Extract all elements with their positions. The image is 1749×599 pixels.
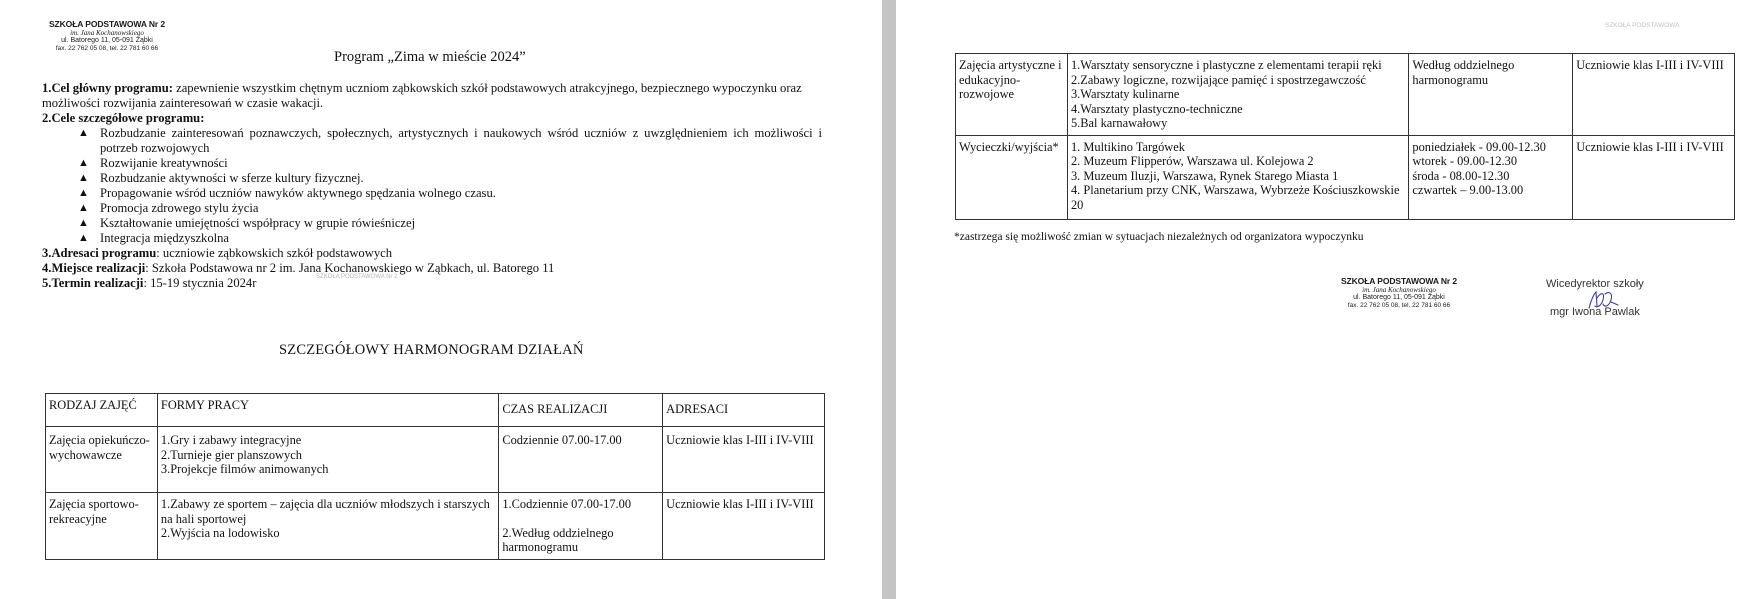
work-forms: 1.Zabawy ze sportem – zajęcia dla uczniów młodszych i starszych na hali sportowej 2.Wyjścia na lodowisko — [157, 493, 498, 560]
location: 4.Miejsce realizacji: Szkoła Podstawowa nr 2 im. Jana Kochanowskiego w Ząbkach, ul. Batorego 11 — [42, 261, 555, 275]
activity-type: Zajęcia artystyczne i edukacyjno-rozwojowe — [956, 54, 1068, 136]
column-header: FORMY PRACY — [157, 394, 498, 427]
table-row — [956, 135, 1735, 219]
bullet-icon: ▲ — [78, 217, 89, 229]
list-item: ▲ Rozwijanie kreatywności — [78, 156, 228, 170]
schedule-time: 1.Codziennie 07.00-17.00 2.Według oddzielnego harmonogramu — [499, 493, 663, 560]
audience: Uczniowie klas I-III i IV-VIII — [1573, 54, 1735, 136]
table-header-row — [46, 394, 825, 427]
bullet-icon: ▲ — [78, 202, 89, 214]
addressees: 3.Adresaci programu: uczniowie ząbkowskich szkół podstawowych — [42, 246, 393, 260]
work-forms: 1.Warsztaty sensoryczne i plastyczne z elementami terapii ręki 2.Zabawy logiczne, rozwijające pamięć i spostrzegawczość 3.Warsztaty kulinarne 4.Warsztaty plastyczno-techniczne 5.Bal karnawałowy — [1067, 54, 1408, 136]
audience: Uczniowie klas I-III i IV-VIII — [1573, 135, 1735, 219]
page-divider — [882, 0, 896, 599]
activity-type: Zajęcia sportowo-rekreacyjne — [46, 493, 158, 560]
signature-title: Wicedyrektor szkoły — [1546, 278, 1644, 290]
stamp-patron: im. Jana Kochanowskiego — [1362, 285, 1436, 294]
schedule-time: poniedziałek - 09.00-12.30 wtorek - 09.00-12.30 środa - 08.00-12.30 czwartek – 9.00-13.00 — [1409, 135, 1573, 219]
faint-stamp-bleed: SZKOŁA PODSTAWOWA — [1605, 22, 1680, 29]
schedule-time: Według oddzielnego harmonogramu — [1409, 54, 1573, 136]
school-stamp-bottom — [1330, 277, 1468, 309]
detail-goals-heading: 2.Cele szczegółowe programu: — [42, 111, 205, 125]
stamp-address: ul. Batorego 11, 05-091 Ząbki — [61, 37, 153, 45]
bullet-icon: ▲ — [78, 232, 89, 244]
stamp-patron: im. Jana Kochanowskiego — [70, 28, 144, 37]
bullet-icon: ▲ — [78, 157, 89, 169]
column-header: ADRESACI — [663, 394, 825, 427]
signature-name: mgr Iwona Pawlak — [1550, 306, 1640, 318]
list-item: ▲ Integracja międzyszkolna — [78, 231, 230, 245]
detail-goals-list — [78, 126, 822, 246]
footnote: *zastrzega się możliwość zmian w sytuacjach niezależnych od organizatora wypoczynku — [954, 231, 1364, 243]
table-row — [956, 54, 1735, 136]
stamp-address: ul. Batorego 11, 05-091 Ząbki — [1353, 294, 1445, 302]
column-header: RODZAJ ZAJĘĆ — [46, 394, 158, 427]
list-item: ▲ Rozbudzanie aktywności w sferze kultury fizycznej. — [78, 171, 364, 185]
stamp-phone: fax. 22 762 05 08, tel. 22 781 60 66 — [55, 45, 159, 53]
main-goal-text: zapewnienie wszystkim chętnym uczniom ząbkowskich szkół podstawowych atrakcyjnego, bezpiecznego wypoczynku oraz możliwości rozwijania zainteresowań w czasie wakacji. — [42, 81, 802, 110]
schedule-table — [45, 393, 825, 560]
list-item: ▲ Promocja zdrowego stylu życia — [78, 201, 259, 215]
activity-type: Zajęcia opiekuńczo-wychowawcze — [46, 427, 158, 493]
program-title: Program „Zima w mieście 2024” — [334, 49, 526, 65]
stamp-school-name: SZKOŁA PODSTAWOWA Nr 2 — [1340, 276, 1458, 286]
schedule-table-continued — [955, 53, 1735, 220]
audience: Uczniowie klas I-III i IV-VIII — [663, 427, 825, 493]
bullet-icon: ▲ — [78, 127, 89, 139]
faint-bleed-through: SZKOŁA PODSTAWOWA Nr 2 — [316, 274, 398, 280]
school-stamp-top — [42, 20, 172, 52]
schedule-time: Codziennie 07.00-17.00 — [499, 427, 663, 493]
stamp-school-name: SZKOŁA PODSTAWOWA Nr 2 — [48, 19, 166, 29]
list-item: ▲ Rozbudzanie zainteresowań poznawczych, społecznych, artystycznych i naukowych wśród uczniów z uwzględnieniem ich możliwości i potrzeb rozwojowych — [78, 126, 822, 155]
list-item: ▲ Propagowanie wśród uczniów nawyków aktywnego spędzania wolnego czasu. — [78, 186, 496, 200]
list-item: ▲ Kształtowanie umiejętności współpracy w grupie rówieśniczej — [78, 216, 416, 230]
main-goal — [42, 81, 822, 111]
work-forms: 1.Gry i zabawy integracyjne 2.Turnieje gier planszowych 3.Projekcje filmów animowanych — [157, 427, 498, 493]
stamp-phone: fax. 22 762 05 08, tel. 22 781 60 66 — [1347, 302, 1451, 310]
bullet-icon: ▲ — [78, 187, 89, 199]
table-row — [46, 427, 825, 493]
activity-type: Wycieczki/wyjścia* — [956, 135, 1068, 219]
program-body — [42, 81, 822, 291]
audience: Uczniowie klas I-III i IV-VIII — [663, 493, 825, 560]
table-row — [46, 493, 825, 560]
work-forms: 1. Multikino Targówek 2. Muzeum Flipperów, Warszawa ul. Kolejowa 2 3. Muzeum Iluzji, Warszawa, Rynek Starego Miasta 1 4. Planetarium przy CNK, Warszawa, Wybrzeże Kościuszkowskie 20 — [1067, 135, 1408, 219]
main-goal-label: 1.Cel główny programu: — [42, 81, 173, 95]
column-header: CZAS REALIZACJI — [499, 394, 663, 427]
date: 5.Termin realizacji: 15-19 stycznia 2024r — [42, 276, 257, 290]
schedule-title: SZCZEGÓŁOWY HARMONOGRAM DZIAŁAŃ — [279, 342, 584, 358]
bullet-icon: ▲ — [78, 172, 89, 184]
